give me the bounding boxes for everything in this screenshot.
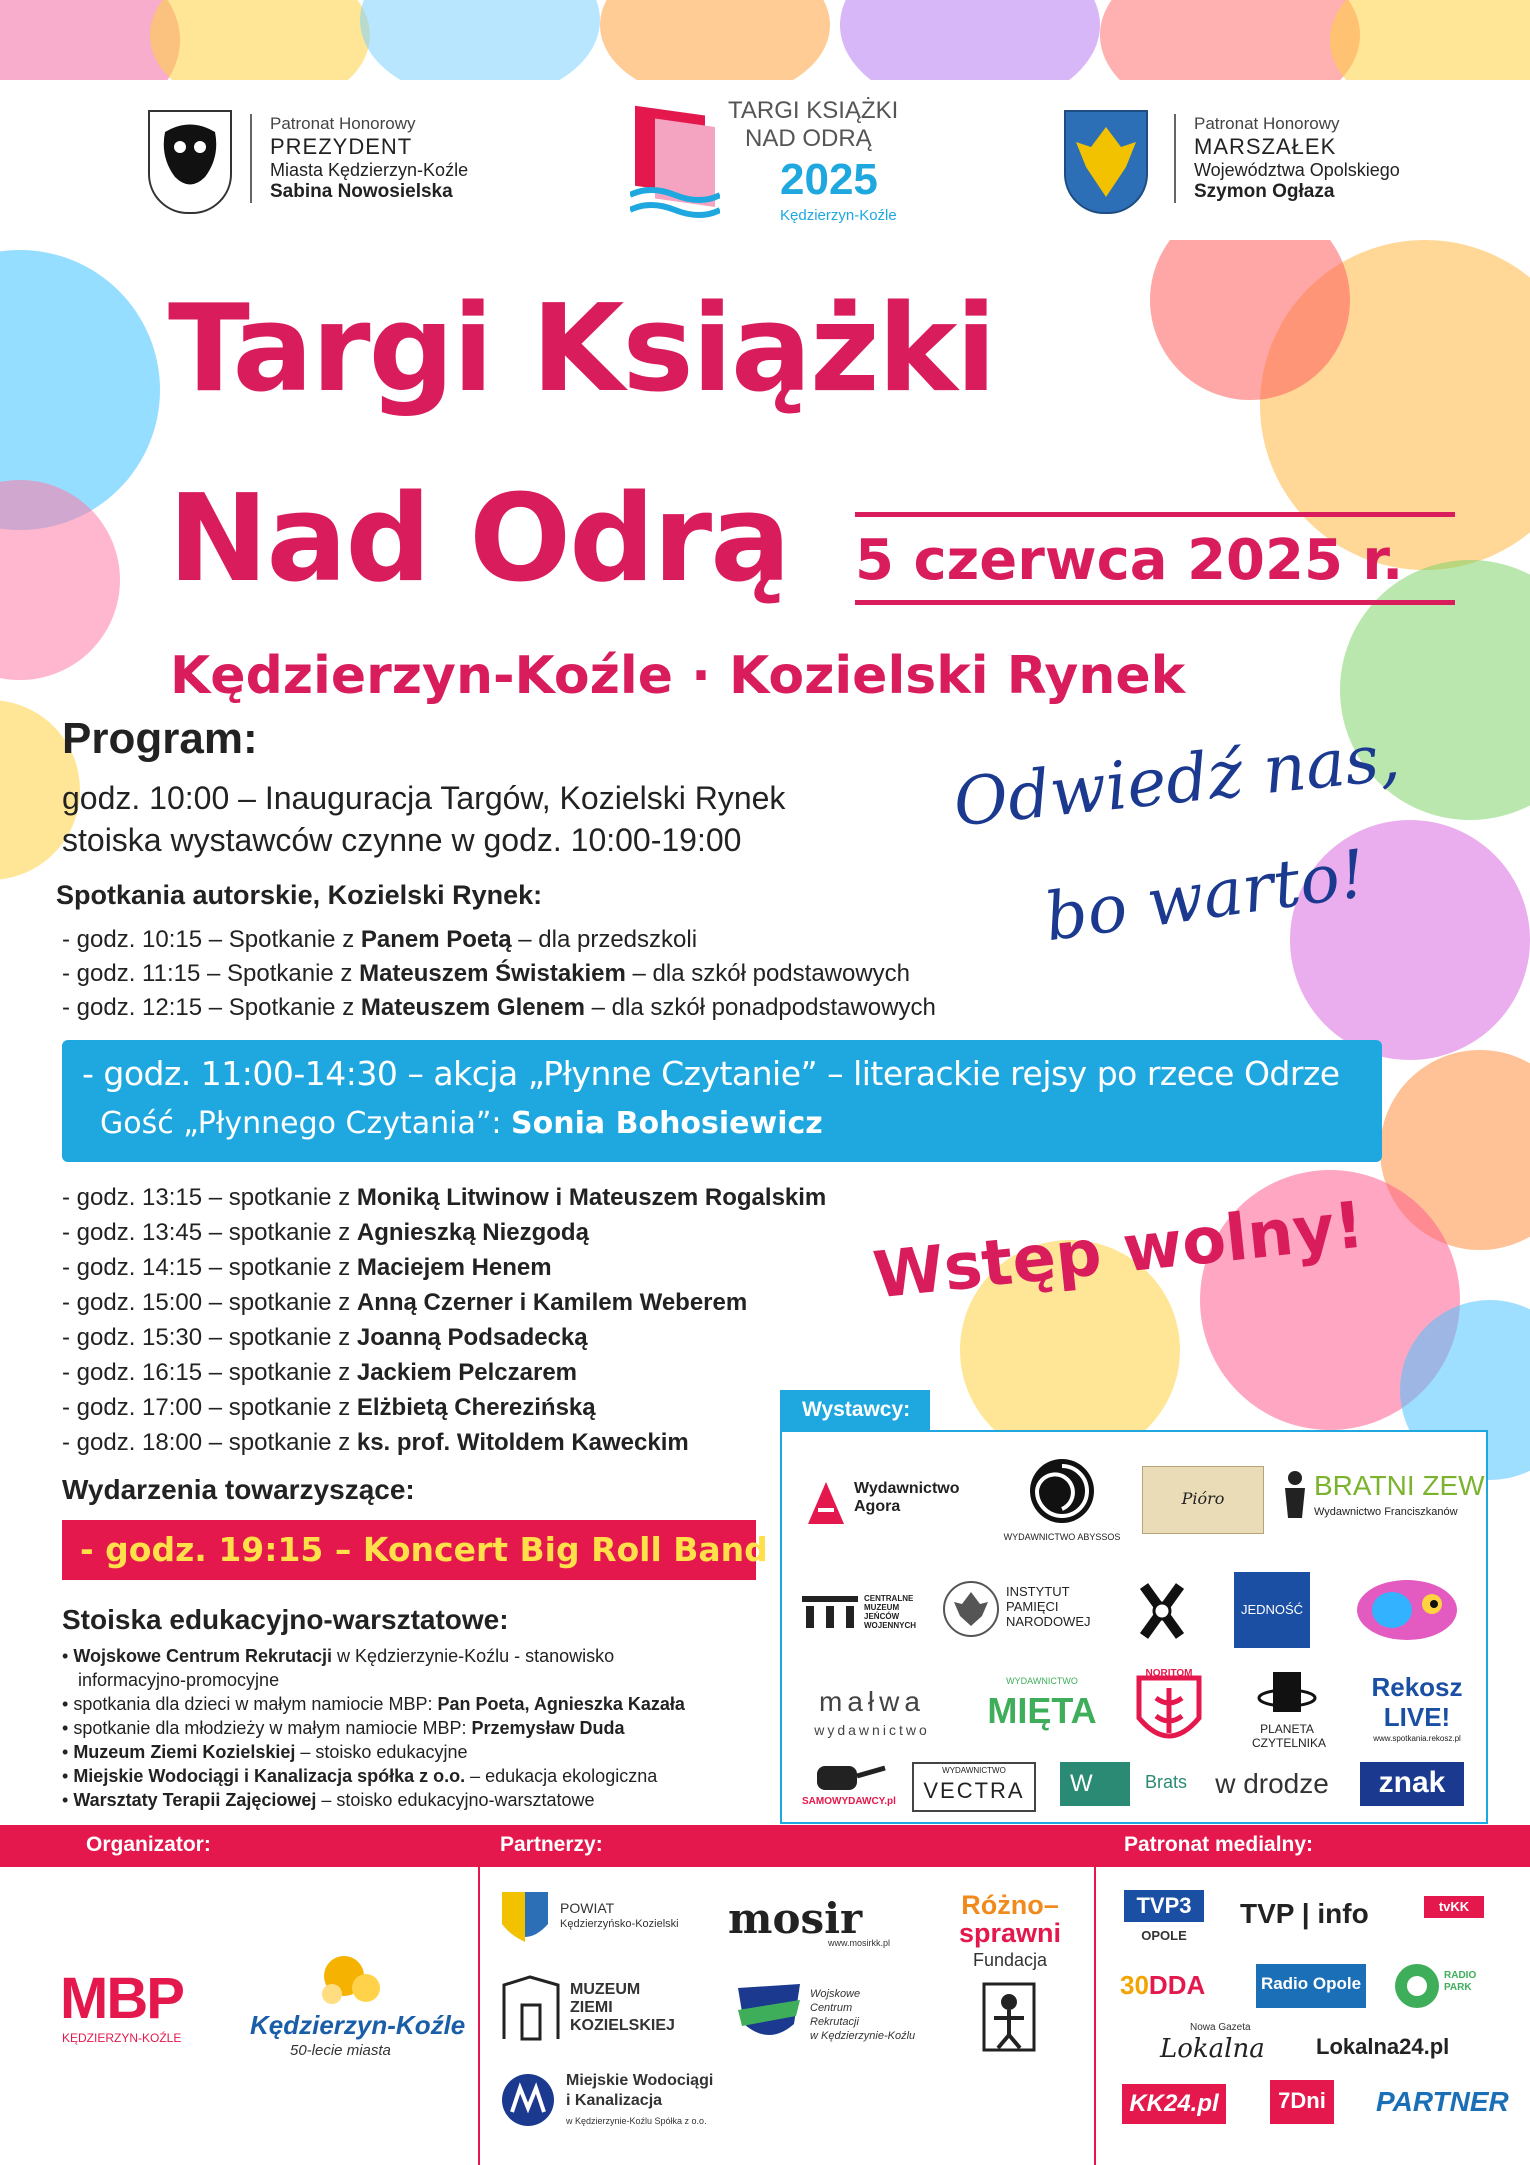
stand-name: Muzeum Ziemi Kozielskiej — [73, 1742, 296, 1762]
exhibitor-samowydawcy-logo — [802, 1758, 896, 1814]
list-item — [62, 994, 936, 1022]
handwritten-line2: bo warto! — [1040, 835, 1371, 957]
program-line-inauguration: godz. 10:00 – Inauguracja Targów, Kozielski Rynek — [62, 780, 786, 816]
meeting-time: - godz. 14:15 – spotkanie z — [62, 1254, 357, 1281]
meeting-guest: Mateuszem Świstakiem — [359, 960, 626, 987]
stand-guests: Pan Poeta, Agnieszka Kazała — [437, 1694, 685, 1714]
partner-name-2: Centrum — [810, 2002, 853, 2014]
monk-icon — [1282, 1470, 1308, 1518]
meeting-guest: Mateuszem Glenem — [360, 994, 585, 1021]
powiat-crest-icon — [500, 1890, 550, 1948]
meeting-guest: Moniką Litwinow i Mateuszem Rogalskim — [356, 1184, 827, 1211]
stand-desc: – stoisko edukacyjno-warsztatowe — [316, 1790, 595, 1810]
media-name-2: DDA — [1148, 1970, 1206, 2000]
museum-building-icon — [500, 1975, 562, 2041]
media-name: RADIO — [1444, 1970, 1477, 1981]
exhibitor-name: BRATNI ZEW — [1314, 1470, 1485, 1501]
footer-divider — [478, 1867, 480, 2165]
partner-wtz-logo — [974, 1980, 1044, 2060]
partner-name-2: sprawni — [958, 1918, 1062, 1948]
stand-desc: spotkania dla dzieci w małym namiocie MBP: — [73, 1694, 438, 1714]
meeting-guest: Jackiem Pelczarem — [356, 1359, 578, 1386]
chameleon-icon — [1352, 1572, 1462, 1648]
partner-name-2: ZIEMI — [570, 1999, 613, 2016]
patron-person: Szymon Ogłaza — [1194, 181, 1335, 202]
media-name: TVP — [1240, 1898, 1294, 1929]
banner-line2 — [100, 1106, 823, 1141]
exhibitor-cmjw-logo — [802, 1582, 932, 1642]
media-lokalna24-logo — [1316, 2034, 1466, 2070]
exhibitor-ipn-logo — [942, 1576, 1102, 1646]
list-item — [62, 926, 697, 954]
stand-desc: spotkanie dla młodzieży w małym namiocie MBP: — [73, 1718, 472, 1738]
media-name-2: Dni — [1290, 2088, 1326, 2113]
meeting-time: - godz. 13:45 – spotkanie z — [62, 1219, 357, 1246]
list-item — [62, 1429, 689, 1457]
wcr-shield-icon — [734, 1980, 804, 2046]
patron-title: MARSZAŁEK — [1194, 134, 1337, 159]
event-date: 5 czerwca 2025 r. — [855, 528, 1404, 593]
title-line1: Targi Książki — [168, 280, 995, 419]
partner-mosir-logo — [728, 1894, 908, 1950]
exhibitor-vectra-logo — [912, 1762, 1036, 1812]
exhibitor-w-drodze-logo — [1202, 1766, 1342, 1806]
list-item: • Miejskie Wodociągi i Kanalizacja spółka z o.o. – edukacja ekologiczna — [62, 1766, 658, 1786]
exhibitor-agora-logo — [806, 1468, 976, 1548]
city-crest-icon — [148, 110, 232, 214]
media-7dni-logo — [1270, 2080, 1334, 2124]
list-item: • Warsztaty Terapii Zajęciowej – stoisko edukacyjno-warsztatowe — [62, 1790, 595, 1810]
stand-guests: Przemysław Duda — [471, 1718, 625, 1738]
fair-logo — [630, 95, 910, 235]
exhibitor-bratni-zew-logo — [1282, 1466, 1485, 1536]
stand-desc: – stoisko edukacyjne — [295, 1742, 468, 1762]
mbp-sub: KĘDZIERZYN-KOŹLE — [62, 2031, 182, 2045]
stand-name: Warsztaty Terapii Zajęciowej — [73, 1790, 317, 1810]
exhibitor-name: VECTRA — [923, 1778, 1025, 1803]
side-events-heading: Wydarzenia towarzyszące: — [62, 1474, 415, 1505]
list-item — [78, 1670, 279, 1691]
program-line-stands: stoiska wystawców czynne w godz. 10:00-19:00 — [62, 822, 742, 858]
exhibitor-pioro-logo — [1142, 1466, 1264, 1534]
stand-desc: informacyjno-promocyjne — [78, 1670, 280, 1690]
fair-logo-line2: NAD ODRĄ — [745, 125, 872, 152]
meeting-guest: Anną Czerner i Kamilem Weberem — [356, 1289, 748, 1316]
city-jubilee: 50-lecie miasta — [290, 2042, 391, 2059]
exhibitors-panel — [780, 1430, 1488, 1824]
exhibitor-url: www.spotkania.rekosz.pl — [1373, 1734, 1461, 1743]
meeting-audience: – dla szkół podstawowych — [625, 960, 911, 987]
green-logo-mark: W — [1070, 1770, 1093, 1797]
list-item: • Muzeum Ziemi Kozielskiej – stoisko edukacyjne — [62, 1742, 468, 1762]
exhibitor-chameleon-logo — [1352, 1572, 1462, 1648]
list-item — [62, 1289, 747, 1317]
meeting-time: - godz. 11:15 – Spotkanie z — [62, 960, 360, 987]
exhibitor-jednosc-logo — [1234, 1572, 1310, 1648]
partners-label: Partnerzy: — [500, 1833, 603, 1856]
media-name-info: info — [1317, 1898, 1369, 1929]
free-entry: Wstęp wolny! — [870, 1188, 1368, 1314]
patron-office: Województwa Opolskiego — [1194, 160, 1400, 180]
partner-subname: w Kędzierzynie-Koźlu Spółka z o.o. — [566, 2116, 707, 2126]
exhibitor-nortom-logo — [1134, 1668, 1204, 1754]
media-name: Radio Opole — [1260, 1974, 1362, 1993]
media-name: Lokalna24.pl — [1316, 2034, 1450, 2059]
title-line2: Nad Odrą — [168, 470, 790, 609]
city-logo — [250, 1950, 466, 2060]
date-rule-top — [855, 512, 1455, 517]
meeting-time: - godz. 10:15 – Spotkanie z — [62, 926, 361, 953]
exhibitor-green-logo — [1060, 1762, 1130, 1806]
meeting-time: - godz. 15:30 – spotkanie z — [62, 1324, 357, 1351]
exhibitor-name: MIĘTA — [987, 1690, 1097, 1731]
partner-museum-logo — [500, 1975, 675, 2045]
exhibitor-chess-logo — [1132, 1576, 1192, 1646]
footer-band — [0, 1825, 1530, 1867]
media-tvp-info-logo — [1240, 1898, 1380, 1938]
media-name: KK24.pl — [1129, 2090, 1219, 2117]
exhibitor-name: WYDAWNICTWO ABYSSOS — [1003, 1532, 1121, 1542]
exhibitor-name: Rekosz — [1371, 1672, 1463, 1702]
planet-icon — [1257, 1668, 1317, 1718]
media-kk24-logo — [1122, 2084, 1226, 2124]
list-item: • Wojskowe Centrum Rekrutacji w Kędzierzynie-Koźlu - stanowisko — [62, 1646, 615, 1666]
exhibitor-subname: wydawnictwo — [814, 1722, 930, 1738]
meeting-time: - godz. 17:00 – spotkanie z — [62, 1394, 357, 1421]
partner-mwik-logo — [500, 2068, 760, 2138]
meeting-time: - godz. 12:15 – Spotkanie z — [62, 994, 361, 1021]
exhibitor-name: INSTYTUT PAMIĘCI NARODOWEJ — [1006, 1584, 1091, 1629]
chess-icon — [1134, 1576, 1190, 1646]
list-item — [62, 1219, 589, 1247]
exhibitor-subname: Wydawnictwo Franciszkanów — [1314, 1506, 1458, 1518]
media-partner-logo — [1376, 2086, 1509, 2126]
exhibitor-planeta-logo — [1242, 1668, 1332, 1754]
exhibitor-name: SAMOWYDAWCY.pl — [802, 1796, 896, 1807]
media-name: Nowa Gazeta — [1190, 2022, 1251, 2033]
fair-logo-line1: TARGI KSIĄŻKI — [728, 97, 899, 124]
exhibitor-mieta-logo — [972, 1676, 1112, 1740]
exhibitor-abyssos-logo — [1002, 1456, 1122, 1556]
agora-icon — [806, 1480, 846, 1526]
meeting-guest: Maciejem Henem — [356, 1254, 552, 1281]
bokeh-decoration — [0, 480, 120, 680]
list-item: • spotkania dla dzieci w małym namiocie MBP: Pan Poeta, Agnieszka Kazała — [62, 1694, 685, 1714]
city-bubbles-icon — [314, 1950, 394, 2010]
city-name: Kędzierzyn-Koźle — [250, 2010, 466, 2040]
media-name: PARTNER — [1376, 2086, 1509, 2117]
exhibitor-name: NORITOM — [1145, 1668, 1193, 1679]
fair-logo-year: 2025 — [780, 155, 878, 204]
exhibitor-name: Brats — [1144, 1772, 1187, 1792]
meeting-audience: – dla przedszkoli — [511, 926, 698, 953]
list-item — [62, 1184, 826, 1212]
partner-subname: Kędzierzyńsko-Kozielski — [560, 1918, 679, 1930]
exhibitor-name: znak — [1378, 1766, 1446, 1799]
patron-marshal — [1174, 114, 1400, 203]
stands-heading: Stoiska edukacyjno-warsztatowe: — [62, 1604, 509, 1635]
concert-banner — [62, 1520, 768, 1580]
partner-name: Różno– — [961, 1890, 1059, 1920]
list-item: • spotkanie dla młodzieży w małym namiocie MBP: Przemysław Duda — [62, 1718, 625, 1738]
book-logo-icon — [630, 95, 720, 225]
media-nowa-gazeta-logo — [1150, 2020, 1280, 2076]
meeting-guest: Joanną Podsadecką — [356, 1324, 588, 1351]
media-name: 7 — [1278, 2088, 1291, 2113]
exhibitor-name-live: LIVE! — [1383, 1702, 1451, 1732]
mbp-logo — [60, 1965, 220, 2045]
media-tvp3-logo — [1120, 1890, 1210, 1950]
event-location: Kędzierzyn-Koźle · Kozielski Rynek — [170, 646, 1186, 706]
media-radio-opole-logo — [1256, 1964, 1366, 2008]
partner-name: Miejskie Wodociągi — [566, 2072, 714, 2089]
voivodeship-crest-icon — [1064, 110, 1148, 214]
patron-office: Miasta Kędzierzyn-Koźle — [270, 160, 469, 180]
patron-president — [250, 114, 468, 203]
list-item — [62, 1359, 577, 1387]
meeting-time: - godz. 15:00 – spotkanie z — [62, 1289, 357, 1316]
partner-name: Wojskowe — [810, 1988, 861, 2000]
partner-powiat-logo — [500, 1890, 700, 1950]
banner-guest-name: Sonia Bohosiewicz — [511, 1106, 823, 1141]
exhibitor-brats-logo — [1136, 1766, 1196, 1802]
list-item — [62, 1254, 552, 1282]
patron-person: Sabina Nowosielska — [270, 181, 453, 202]
meeting-guest: Panem Poetą — [360, 926, 512, 953]
partner-subname: Fundacja — [972, 1950, 1048, 1970]
media-name-wrap: TVP | info — [1240, 1898, 1369, 1929]
handwritten-line1: Odwiedź nas, — [950, 718, 1404, 842]
museum-icon — [802, 1592, 858, 1632]
exhibitor-name: Pióro — [1181, 1489, 1225, 1508]
list-item — [62, 960, 910, 988]
media-name-wrap — [1270, 2088, 1334, 2114]
spiral-icon — [1027, 1456, 1097, 1526]
meeting-audience: – dla szkół ponadpodstawowych — [584, 994, 936, 1021]
date-rule-bottom — [855, 600, 1455, 605]
media-name-wrap — [1120, 1970, 1205, 2001]
exhibitor-name: w drodze — [1215, 1768, 1329, 1799]
list-item — [62, 1394, 596, 1422]
footer-divider — [1094, 1867, 1096, 2165]
patron-label: Patronat Honorowy — [1194, 114, 1340, 133]
stand-name: Miejskie Wodociągi i Kanalizacja spółka z o.o. — [73, 1766, 466, 1786]
exhibitors-label: Wystawcy: — [780, 1390, 930, 1430]
wtz-figure-icon — [974, 1980, 1044, 2060]
media-tvkk-logo — [1410, 1896, 1500, 1936]
partner-name: mosir — [728, 1894, 863, 1943]
organizer-label: Organizator: — [86, 1833, 211, 1856]
mbp-name: MBP — [60, 1966, 183, 2031]
partner-name-3: KOZIELSKIEJ — [570, 2017, 675, 2034]
media-name-2: Lokalna — [1160, 2034, 1265, 2064]
media-name-2: PARK — [1444, 1982, 1472, 1993]
list-item — [62, 1324, 588, 1352]
media-name: TVP3 — [1124, 1890, 1204, 1922]
eagle-seal-icon — [942, 1580, 1000, 1638]
partner-name: POWIAT — [560, 1900, 615, 1916]
media-30dda-logo — [1120, 1970, 1230, 2010]
stand-name: Wojskowe Centrum Rekrutacji — [73, 1646, 333, 1666]
meeting-time: - godz. 13:15 – spotkanie z — [62, 1184, 357, 1211]
radio-park-icon — [1392, 1956, 1442, 2012]
meeting-time: - godz. 18:00 – spotkanie z — [62, 1429, 357, 1456]
banner-line1: - godz. 11:00-14:30 – akcja „Płynne Czytanie” – literackie rejsy po rzece Odrze — [82, 1054, 1340, 1093]
exhibitor-name: Wydawnictwo Agora — [854, 1480, 960, 1515]
banner-guest-label: Gość „Płynnego Czytania”: — [100, 1106, 512, 1141]
stand-desc: w Kędzierzynie-Koźlu - stanowisko — [332, 1646, 615, 1666]
partner-url: www.mosirkk.pl — [828, 1938, 891, 1948]
exhibitor-znak-logo — [1360, 1762, 1464, 1806]
fair-logo-city: Kędzierzyn-Koźle — [780, 207, 897, 224]
mwik-circle-icon — [500, 2072, 556, 2128]
meeting-guest: Agnieszką Niezgodą — [356, 1219, 589, 1246]
patron-label: Patronat Honorowy — [270, 114, 416, 133]
media-subname: OPOLE — [1141, 1928, 1187, 1943]
reading-cruise-banner — [62, 1040, 1382, 1162]
media-label: Patronat medialny: — [1124, 1833, 1314, 1856]
partner-roznosprawni-logo — [940, 1890, 1080, 1970]
partner-wcr-logo — [734, 1980, 914, 2050]
exhibitor-malwa-logo — [802, 1682, 942, 1742]
header — [0, 80, 1530, 240]
exhibitor-label: WYDAWNICTWO — [1006, 1676, 1078, 1686]
meeting-time: - godz. 16:15 – spotkanie z — [62, 1359, 357, 1386]
stand-desc: – edukacja ekologiczna — [465, 1766, 658, 1786]
media-name: 30 — [1120, 1970, 1149, 2000]
media-name: tvKK — [1424, 1896, 1484, 1918]
fist-pen-icon — [807, 1758, 887, 1794]
nortom-icon — [1134, 1668, 1204, 1754]
partner-name-4: w Kędzierzynie-Koźlu — [810, 2030, 916, 2042]
exhibitor-rekosz-logo — [1362, 1672, 1472, 1752]
exhibitor-label: WYDAWNICTWO — [942, 1766, 1006, 1775]
exhibitor-name: PLANETA CZYTELNIKA — [1252, 1722, 1327, 1750]
meetings-heading: Spotkania autorskie, Kozielski Rynek: — [56, 880, 543, 910]
media-radio-park-logo — [1392, 1956, 1492, 2016]
meeting-guest: Elżbietą Cherezińską — [356, 1394, 596, 1421]
concert-text: - godz. 19:15 – Koncert Big Roll Band — [80, 1530, 768, 1569]
partner-name-3: Rekrutacji — [810, 2016, 859, 2028]
exhibitor-name: małwa — [819, 1686, 925, 1717]
program-heading: Program: — [62, 714, 258, 763]
exhibitor-name: JEDNOŚĆ — [1240, 1602, 1304, 1617]
patron-title: PREZYDENT — [270, 134, 413, 159]
exhibitor-name: CENTRALNE MUZEUM JEŃCÓW WOJENNYCH — [864, 1594, 917, 1630]
partner-name-2: i Kanalizacja — [566, 2092, 663, 2109]
meeting-guest: ks. prof. Witoldem Kaweckim — [356, 1429, 689, 1456]
partner-name: MUZEUM — [570, 1981, 641, 1998]
